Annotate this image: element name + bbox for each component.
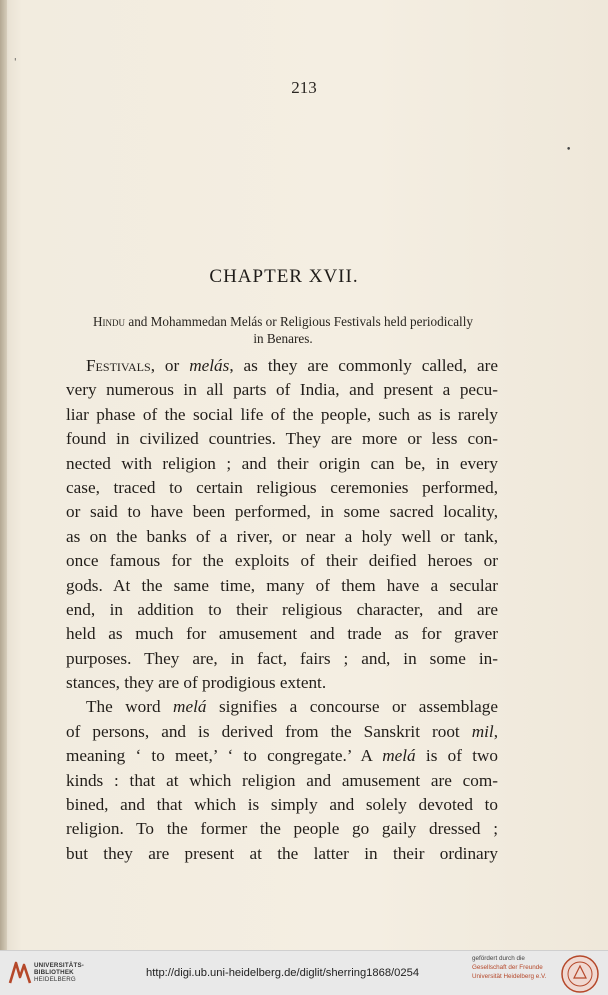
chapter-title: CHAPTER XVII. <box>209 266 359 287</box>
subtitle-lead: Hindu <box>93 314 126 329</box>
ink-speck: • <box>566 145 572 155</box>
subtitle-line1: and Mohammedan Melás or Religious Festivals held periodically <box>125 314 473 329</box>
university-seal-icon <box>560 954 600 994</box>
text-line: very numerous in all parts of India, and present a pecu- <box>66 380 498 400</box>
text-line: case, traced to certain religious ceremonies performed, <box>66 477 498 497</box>
page-number: 213 <box>291 78 317 97</box>
text-line: gods. At the same time, many of them have a secular <box>66 575 498 595</box>
lead-word: Festivals <box>86 356 151 375</box>
text-line: religion. To the former the people go gaily dressed ; <box>66 819 498 839</box>
permalink-url[interactable]: http://digi.ub.uni-heidelberg.de/diglit/sherring1868/0254 <box>146 967 420 979</box>
sponsor-note: gefördert durch die Gesellschaft der Freunde Universität Heidelberg e.V. <box>472 955 547 980</box>
text-line: but they are present at the latter in their ordinary <box>66 843 498 863</box>
digital-library-footer <box>0 950 608 995</box>
text-line: or said to have been performed, in some sacred locality, <box>66 502 498 522</box>
text-line: end, in addition to their religious character, and are <box>66 599 498 619</box>
text-line: The word melá signifies a concourse or assemblage <box>86 697 498 717</box>
chapter-subtitle <box>66 313 500 347</box>
body-text <box>66 354 498 866</box>
subtitle-line2: in Benares. <box>253 331 313 346</box>
text-line: liar phase of the social life of the people, such as is rarely <box>66 404 498 424</box>
text-line: stances, they are of prodigious extent. <box>66 673 327 693</box>
text-line: held as much for amusement and trade as for graver <box>66 624 498 644</box>
text-line: as on the banks of a river, or near a holy well or tank, <box>66 526 498 546</box>
text-line: meaning ‘ to meet,’ ‘ to congregate.’ A melá is of two <box>66 746 498 766</box>
text-line: of persons, and is derived from the Sanskrit root mil, <box>66 721 498 741</box>
text-line: found in civilized countries. They are more or less con- <box>66 429 498 449</box>
book-spine-shadow <box>0 0 7 950</box>
text-line: once famous for the exploits of their deified heroes or <box>66 551 498 571</box>
text-line: purposes. They are, in fact, fairs ; and, in some in- <box>66 648 498 668</box>
text-line: kinds : that at which religion and amusement are com- <box>66 770 498 790</box>
library-name: UNIVERSITÄTS- BIBLIOTHEK HEIDELBERG <box>34 962 85 984</box>
text-line: nected with religion ; and their origin can be, in every <box>66 453 498 473</box>
ink-speck: ' <box>14 58 17 68</box>
text-line: Festivals, or melás, as they are commonly called, are <box>86 356 498 375</box>
text-line: bined, and that which is simply and solely devoted to <box>66 795 498 815</box>
